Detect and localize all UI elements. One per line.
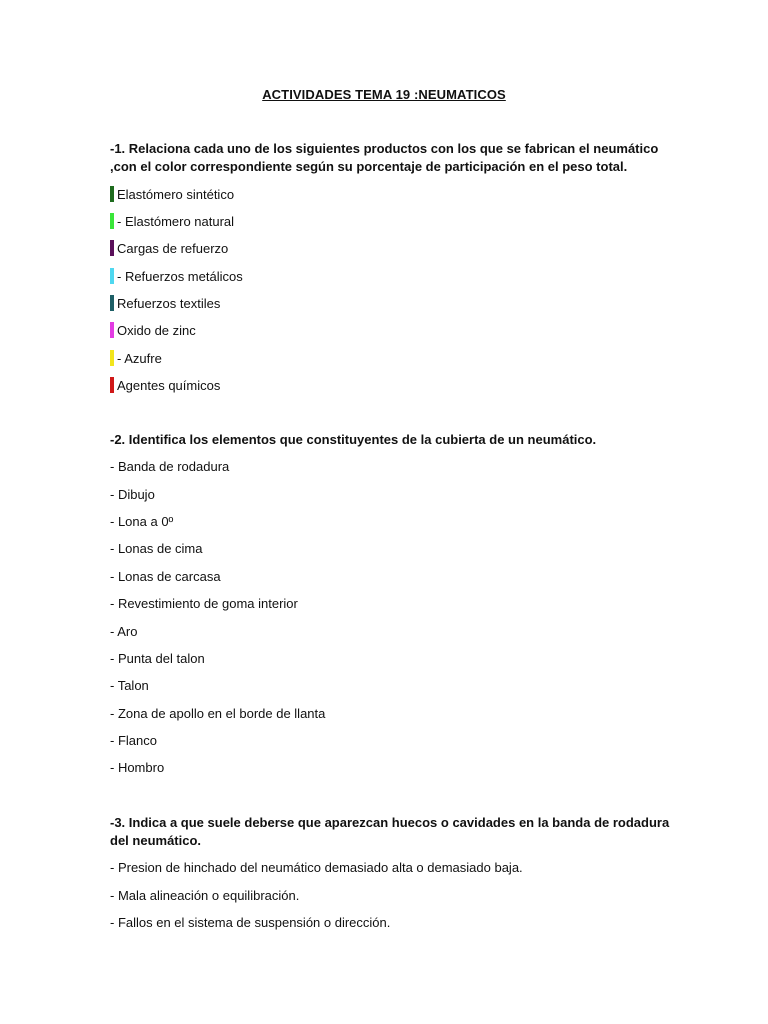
- q2-item: - Aro: [110, 624, 138, 639]
- q1-item-label: Refuerzos textiles: [117, 296, 221, 311]
- q3-item: - Fallos en el sistema de suspensión o dirección.: [110, 915, 391, 930]
- q1-item-label: Oxido de zinc: [117, 323, 196, 338]
- q1-item: [110, 240, 228, 257]
- q2-item: - Punta del talon: [110, 651, 205, 666]
- q1-item-label: Elastómero sintético: [117, 187, 235, 202]
- q1-item: [110, 322, 196, 339]
- q3-item: - Mala alineación o equilibración.: [110, 888, 300, 903]
- q2-item: - Dibujo: [110, 487, 155, 502]
- q1-item-label: Agentes químicos: [117, 378, 221, 393]
- q2-item: - Revestimiento de goma interior: [110, 596, 298, 611]
- color-swatch: [110, 240, 114, 256]
- q2-item: - Banda de rodadura: [110, 459, 230, 474]
- q1-item-label: - Azufre: [117, 351, 162, 366]
- question-2: -2. Identifica los elementos que constituyentes de la cubierta de un neumático.: [110, 432, 597, 447]
- question-3: -3. Indica a que suele deberse que aparezcan huecos o cavidades en la banda de rodadura del neumático.: [110, 815, 670, 848]
- question-1: -1. Relaciona cada uno de los siguientes productos con los que se fabrican el neumático ,con el color correspondiente según su porcentaje de participación en el peso total.: [110, 141, 659, 174]
- q1-item-label: - Refuerzos metálicos: [117, 269, 243, 284]
- page-title: ACTIVIDADES TEMA 19 :NEUMATICOS: [262, 87, 506, 102]
- q2-item: - Lonas de cima: [110, 541, 203, 556]
- color-swatch: [110, 213, 114, 229]
- q2-item: - Zona de apollo en el borde de llanta: [110, 706, 326, 721]
- color-swatch: [110, 295, 114, 311]
- q1-item: [110, 268, 243, 285]
- q2-item: - Lona a 0º: [110, 514, 174, 529]
- q3-item: - Presion de hinchado del neumático demasiado alta o demasiado baja.: [110, 860, 523, 875]
- q2-item: - Flanco: [110, 733, 157, 748]
- q1-item-label: Cargas de refuerzo: [117, 241, 229, 256]
- color-swatch: [110, 322, 114, 338]
- color-swatch: [110, 268, 114, 284]
- q1-item: [110, 213, 234, 230]
- color-swatch: [110, 377, 114, 393]
- q1-item: [110, 377, 220, 394]
- color-swatch: [110, 186, 114, 202]
- q2-item: - Hombro: [110, 760, 165, 775]
- q2-item: - Talon: [110, 678, 149, 693]
- q1-item: [110, 186, 234, 203]
- q1-item-label: - Elastómero natural: [117, 214, 235, 229]
- color-swatch: [110, 350, 114, 366]
- q2-item: - Lonas de carcasa: [110, 569, 221, 584]
- q1-item: [110, 350, 162, 367]
- q1-item: [110, 295, 220, 312]
